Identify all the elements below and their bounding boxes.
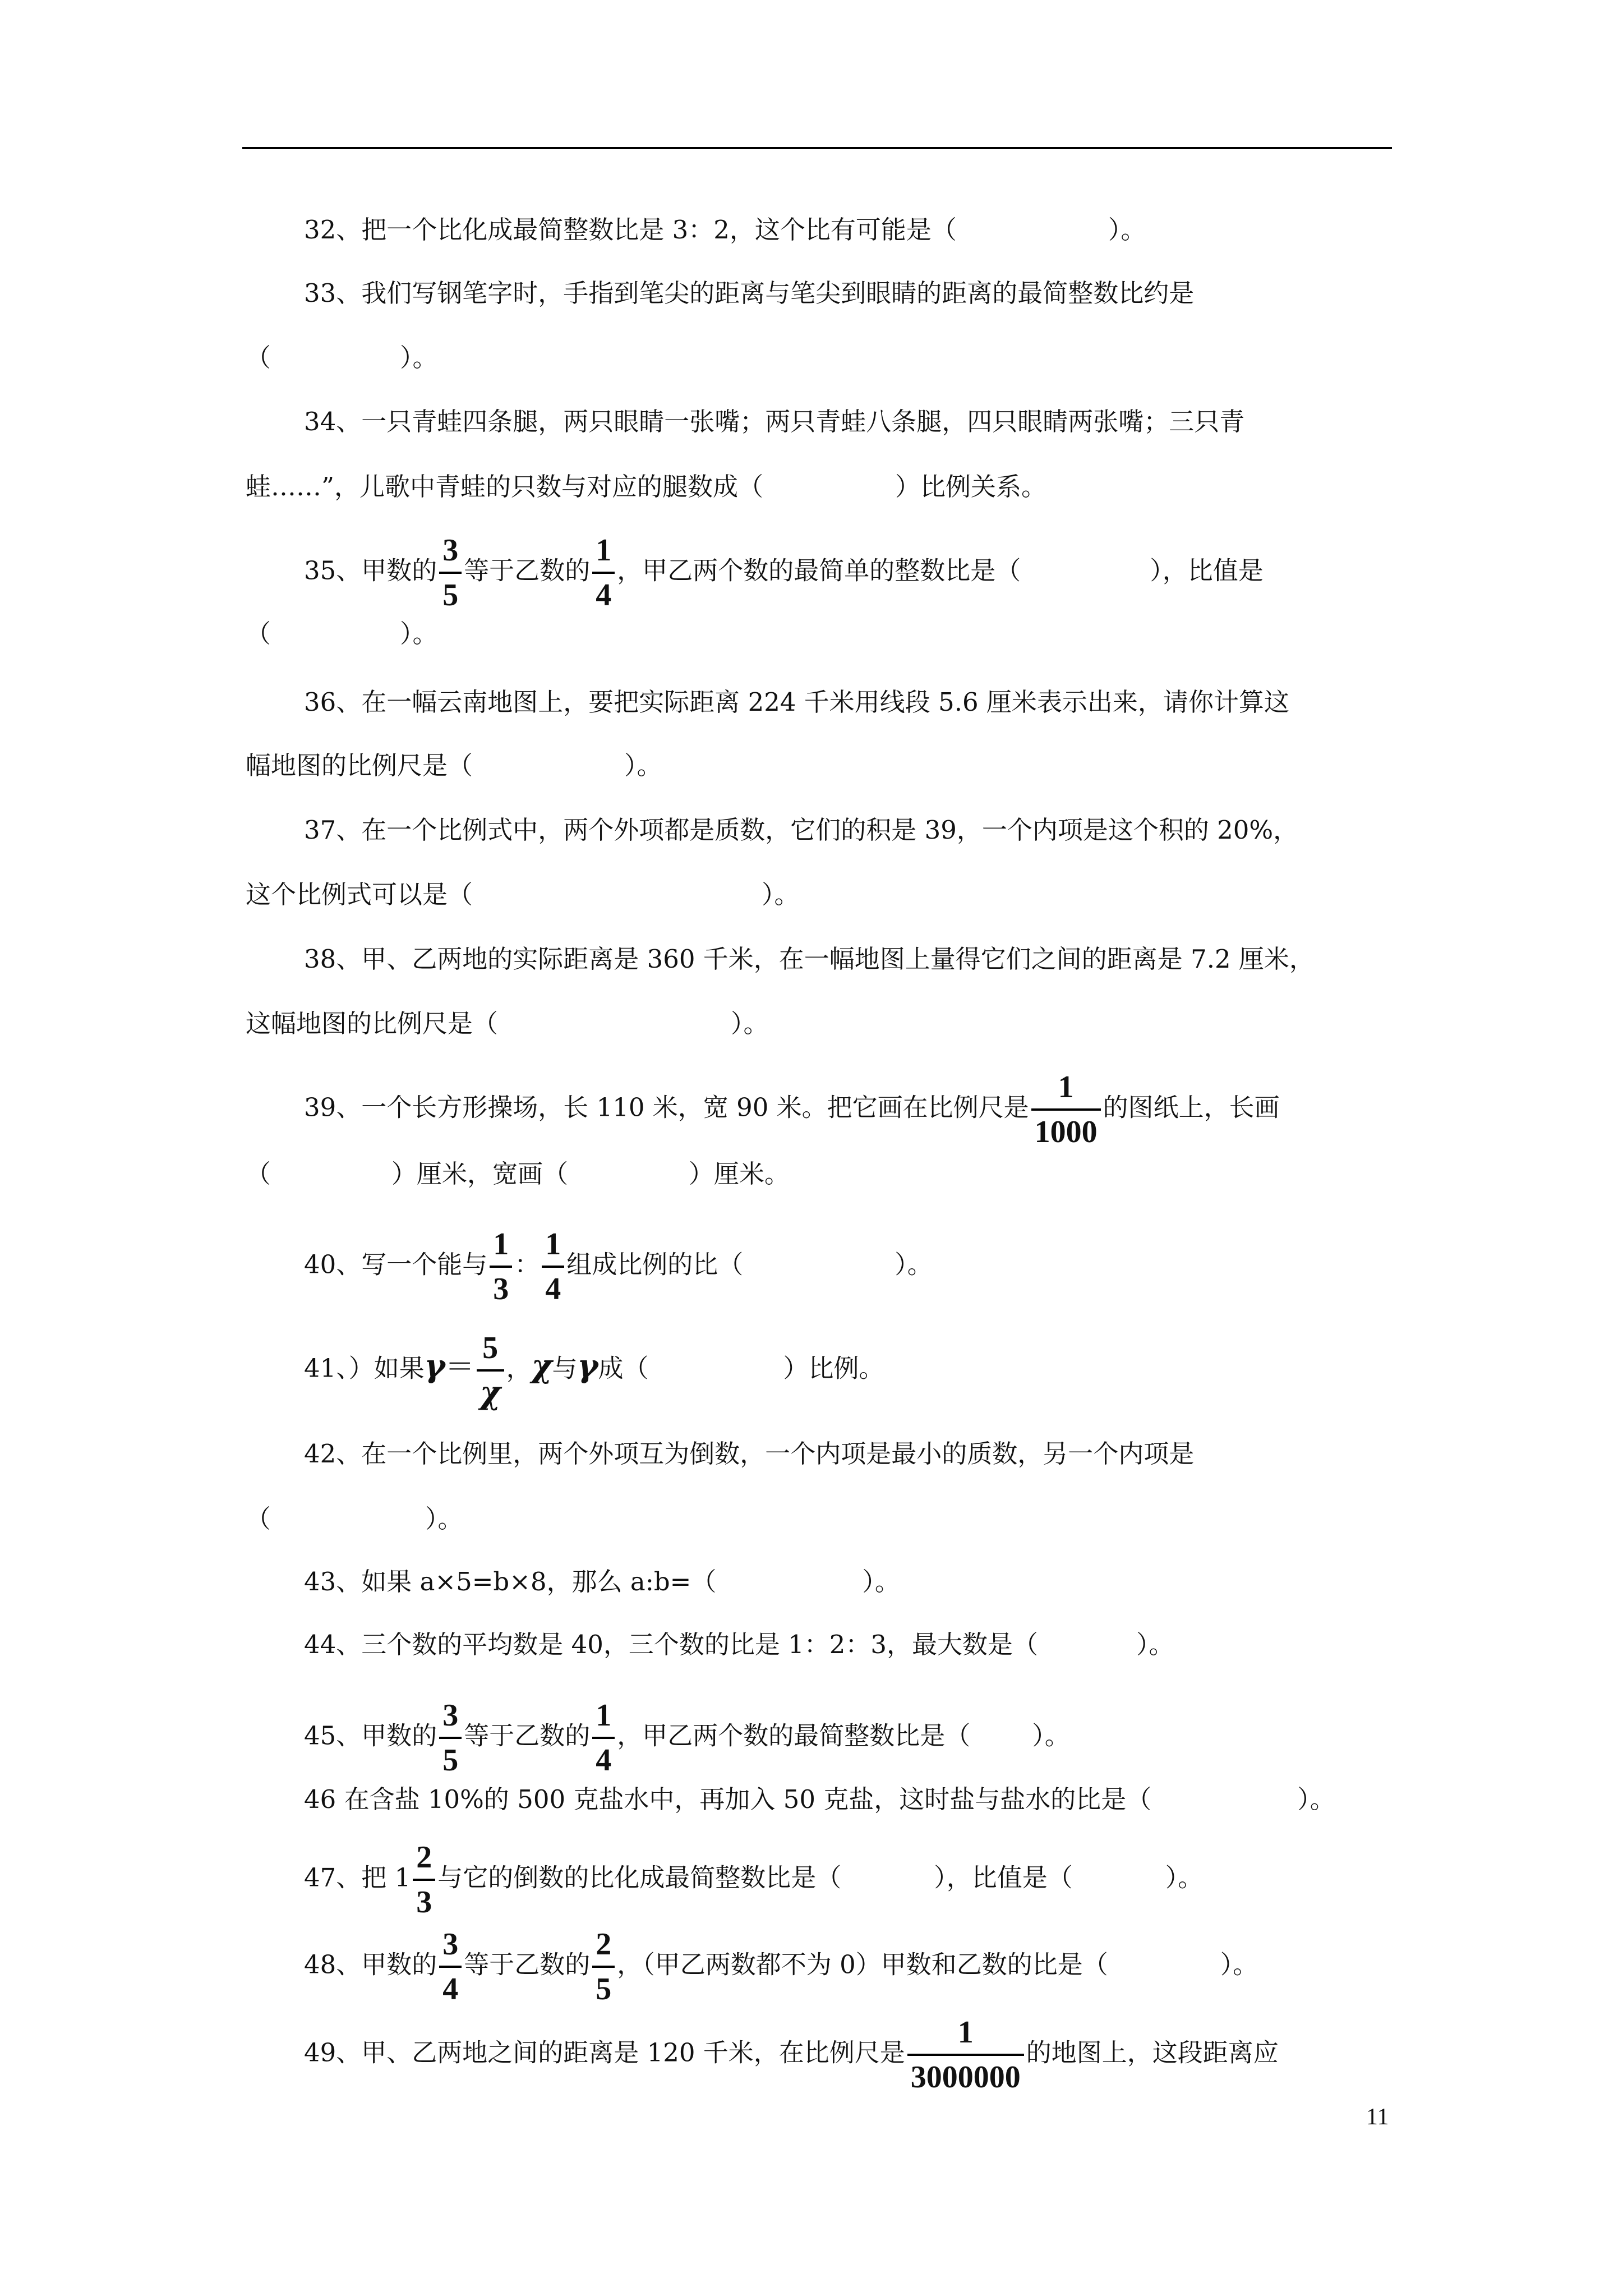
denominator: χ — [479, 1374, 501, 1411]
q48-close: ）。 — [1220, 1949, 1258, 1980]
fraction — [592, 535, 615, 611]
q35-text-2: 等于乙数的 — [464, 555, 591, 586]
question-42 — [304, 1437, 1194, 1471]
question-33-cont — [246, 341, 438, 375]
question-35-cont — [246, 617, 438, 651]
q35-text: 35、甲数的 — [304, 555, 437, 586]
q44-close: ）。 — [1136, 1630, 1174, 1659]
question-34-cont — [246, 470, 1046, 504]
q45-text-2: 等于乙数的 — [464, 1720, 591, 1751]
denominator: 5 — [442, 578, 459, 613]
question-42-cont — [246, 1502, 463, 1536]
numerator: 3 — [439, 1700, 462, 1739]
denominator: 3 — [416, 1885, 432, 1920]
q35-text-4: ），比值是 — [1150, 555, 1264, 586]
question-34 — [304, 405, 1244, 439]
numerator: 1 — [592, 1700, 615, 1739]
q48-text-2: 等于乙数的 — [464, 1949, 591, 1980]
numerator: 5 — [477, 1332, 504, 1372]
q47-text-2: 与它的倒数的比化成最简整数比是（ — [437, 1862, 842, 1893]
question-35 — [304, 535, 1264, 611]
question-38 — [304, 942, 1315, 976]
equals-sign: ＝ — [445, 1350, 474, 1384]
numerator: 1 — [490, 1228, 512, 1268]
fraction — [542, 1228, 564, 1305]
q43-text: 43、如果 a×5=b×8，那么 a:b=（ — [304, 1567, 717, 1596]
question-48 — [304, 1929, 1258, 2005]
q41-text-3: 成（ — [598, 1353, 649, 1383]
denominator: 4 — [596, 1743, 612, 1778]
q34-text-2: 蛙……”，儿歌中青蛙的只数与对应的腿数成（ — [246, 472, 764, 501]
q34-text: 34、一只青蛙四条腿，两只眼睛一张嘴；两只青蛙八条腿，四只眼睛两张嘴；三只青 — [304, 407, 1245, 436]
question-37 — [304, 813, 1298, 847]
fraction — [907, 2017, 1024, 2093]
variable-y: γ — [577, 1347, 598, 1385]
q39-text-3: ）厘米，宽画（ — [391, 1159, 569, 1189]
q40-close: ）。 — [895, 1249, 933, 1280]
q49-text-2: 的地图上，这段距离应 — [1026, 2037, 1279, 2068]
denominator: 4 — [442, 1972, 459, 2007]
q45-close: ）。 — [1032, 1720, 1070, 1751]
page-number: 11 — [1366, 2104, 1389, 2130]
q37-close: ）。 — [762, 880, 800, 909]
q37-text: 37、在一个比例式中，两个外项都是质数，它们的积是 39，一个内项是这个积的 20%， — [304, 815, 1299, 845]
question-39 — [304, 1071, 1280, 1148]
q38-close: ）。 — [731, 1009, 769, 1038]
question-44 — [304, 1628, 1174, 1662]
q40-text: 40、写一个能与 — [304, 1249, 488, 1280]
fraction — [592, 1929, 615, 2005]
variable-y: γ — [424, 1347, 445, 1385]
numerator: 3 — [439, 1929, 462, 1968]
q39-text: 39、一个长方形操场，长 110 米，宽 90 米。把它画在比例尺是 — [304, 1092, 1029, 1122]
question-36-cont — [246, 749, 662, 783]
question-46 — [304, 1783, 1335, 1816]
q41-close: ）比例。 — [783, 1353, 884, 1383]
question-39-cont — [246, 1157, 790, 1191]
q37-text-2: 这个比例式可以是（ — [246, 880, 473, 909]
fraction — [439, 535, 462, 611]
q47-close: ）。 — [1165, 1862, 1204, 1893]
q43-close: ）。 — [862, 1567, 900, 1596]
q36-text-2: 幅地图的比例尺是（ — [246, 751, 473, 780]
q36-close: ）。 — [624, 751, 662, 780]
q38-text: 38、甲、乙两地的实际距离是 360 千米，在一幅地图上量得它们之间的距离是 7.2 厘米， — [304, 944, 1315, 974]
q45-text-3: ，甲乙两个数的最简整数比是（ — [617, 1720, 971, 1751]
comma: ， — [506, 1353, 532, 1383]
denominator: 3000000 — [910, 2060, 1021, 2095]
q33-text: 33、我们写钢笔字时，手指到笔尖的距离与笔尖到眼睛的距离的最简整数比约是 — [304, 278, 1195, 308]
fraction — [1031, 1071, 1101, 1148]
numerator: 1 — [592, 535, 615, 574]
q42-text: 42、在一个比例里，两个外项互为倒数，一个内项是最小的质数，另一个内项是 — [304, 1439, 1195, 1469]
denominator: 4 — [596, 578, 612, 613]
denominator: 3 — [493, 1272, 509, 1306]
q33-open: （ — [246, 343, 271, 372]
denominator: 5 — [596, 1972, 612, 2007]
q41-text-2: 与 — [552, 1353, 578, 1383]
question-38-cont — [246, 1007, 769, 1041]
q42-open: （ — [246, 1504, 271, 1534]
denominator: 5 — [442, 1743, 459, 1778]
q44-text: 44、三个数的平均数是 40，三个数的比是 1：2：3，最大数是（ — [304, 1630, 1039, 1659]
variable-x: χ — [531, 1347, 552, 1385]
q35-open: （ — [246, 619, 271, 648]
q49-text: 49、甲、乙两地之间的距离是 120 千米，在比例尺是 — [304, 2037, 905, 2068]
q32-close: ）。 — [1108, 215, 1146, 245]
fraction — [490, 1228, 512, 1305]
numerator: 2 — [592, 1929, 615, 1968]
fraction — [439, 1700, 462, 1776]
numerator: 2 — [413, 1842, 435, 1881]
q35-close: ）。 — [400, 619, 438, 648]
q42-close: ）。 — [425, 1504, 463, 1534]
q35-text-3: ，甲乙两个数的最简单的整数比是（ — [617, 555, 1021, 586]
q48-text: 48、甲数的 — [304, 1949, 437, 1980]
numerator: 1 — [542, 1228, 564, 1268]
numerator: 1 — [907, 2017, 1024, 2056]
q39-close: ）厘米。 — [689, 1159, 790, 1189]
q36-text: 36、在一幅云南地图上，要把实际距离 224 千米用线段 5.6 厘米表示出来，请你计算这 — [304, 687, 1289, 717]
q33-close: ）。 — [400, 343, 438, 372]
q46-close: ）。 — [1297, 1784, 1335, 1814]
numerator: 1 — [1031, 1071, 1101, 1111]
header-rule — [242, 147, 1392, 149]
question-43 — [304, 1565, 900, 1599]
q45-text: 45、甲数的 — [304, 1720, 437, 1751]
fraction — [439, 1929, 462, 2005]
q46-text: 46 在含盐 10%的 500 克盐水中，再加入 50 克盐，这时盐与盐水的比是（ — [304, 1784, 1152, 1814]
fraction — [592, 1700, 615, 1776]
q32-text: 32、把一个比化成最简整数比是 3：2，这个比有可能是（ — [304, 215, 957, 245]
fraction — [477, 1332, 504, 1409]
ratio-colon: ： — [514, 1249, 540, 1280]
question-49 — [304, 2017, 1279, 2093]
q39-text-2: 的图纸上，长画 — [1103, 1092, 1280, 1122]
q47-text-3: ），比值是（ — [934, 1862, 1073, 1893]
question-40 — [304, 1228, 933, 1305]
question-41 — [304, 1332, 884, 1409]
q39-open: （ — [246, 1159, 271, 1189]
q38-text-2: 这幅地图的比例尺是（ — [246, 1009, 499, 1038]
q47-text: 47、把 1 — [304, 1862, 411, 1893]
denominator: 4 — [545, 1272, 561, 1306]
question-32 — [304, 213, 1146, 247]
numerator: 3 — [439, 535, 462, 574]
question-37-cont — [246, 878, 800, 912]
q34-close: ）比例关系。 — [895, 472, 1047, 501]
question-47 — [304, 1842, 1203, 1918]
q40-text-2: 组成比例的比（ — [566, 1249, 744, 1280]
question-36 — [304, 685, 1289, 719]
question-33 — [304, 277, 1194, 310]
fraction — [413, 1842, 435, 1918]
q41-text: 41、）如果 — [304, 1353, 425, 1383]
denominator: 1000 — [1034, 1115, 1098, 1149]
q48-text-3: ，（甲乙两数都不为 0）甲数和乙数的比是（ — [617, 1949, 1108, 1980]
question-45 — [304, 1700, 1070, 1776]
